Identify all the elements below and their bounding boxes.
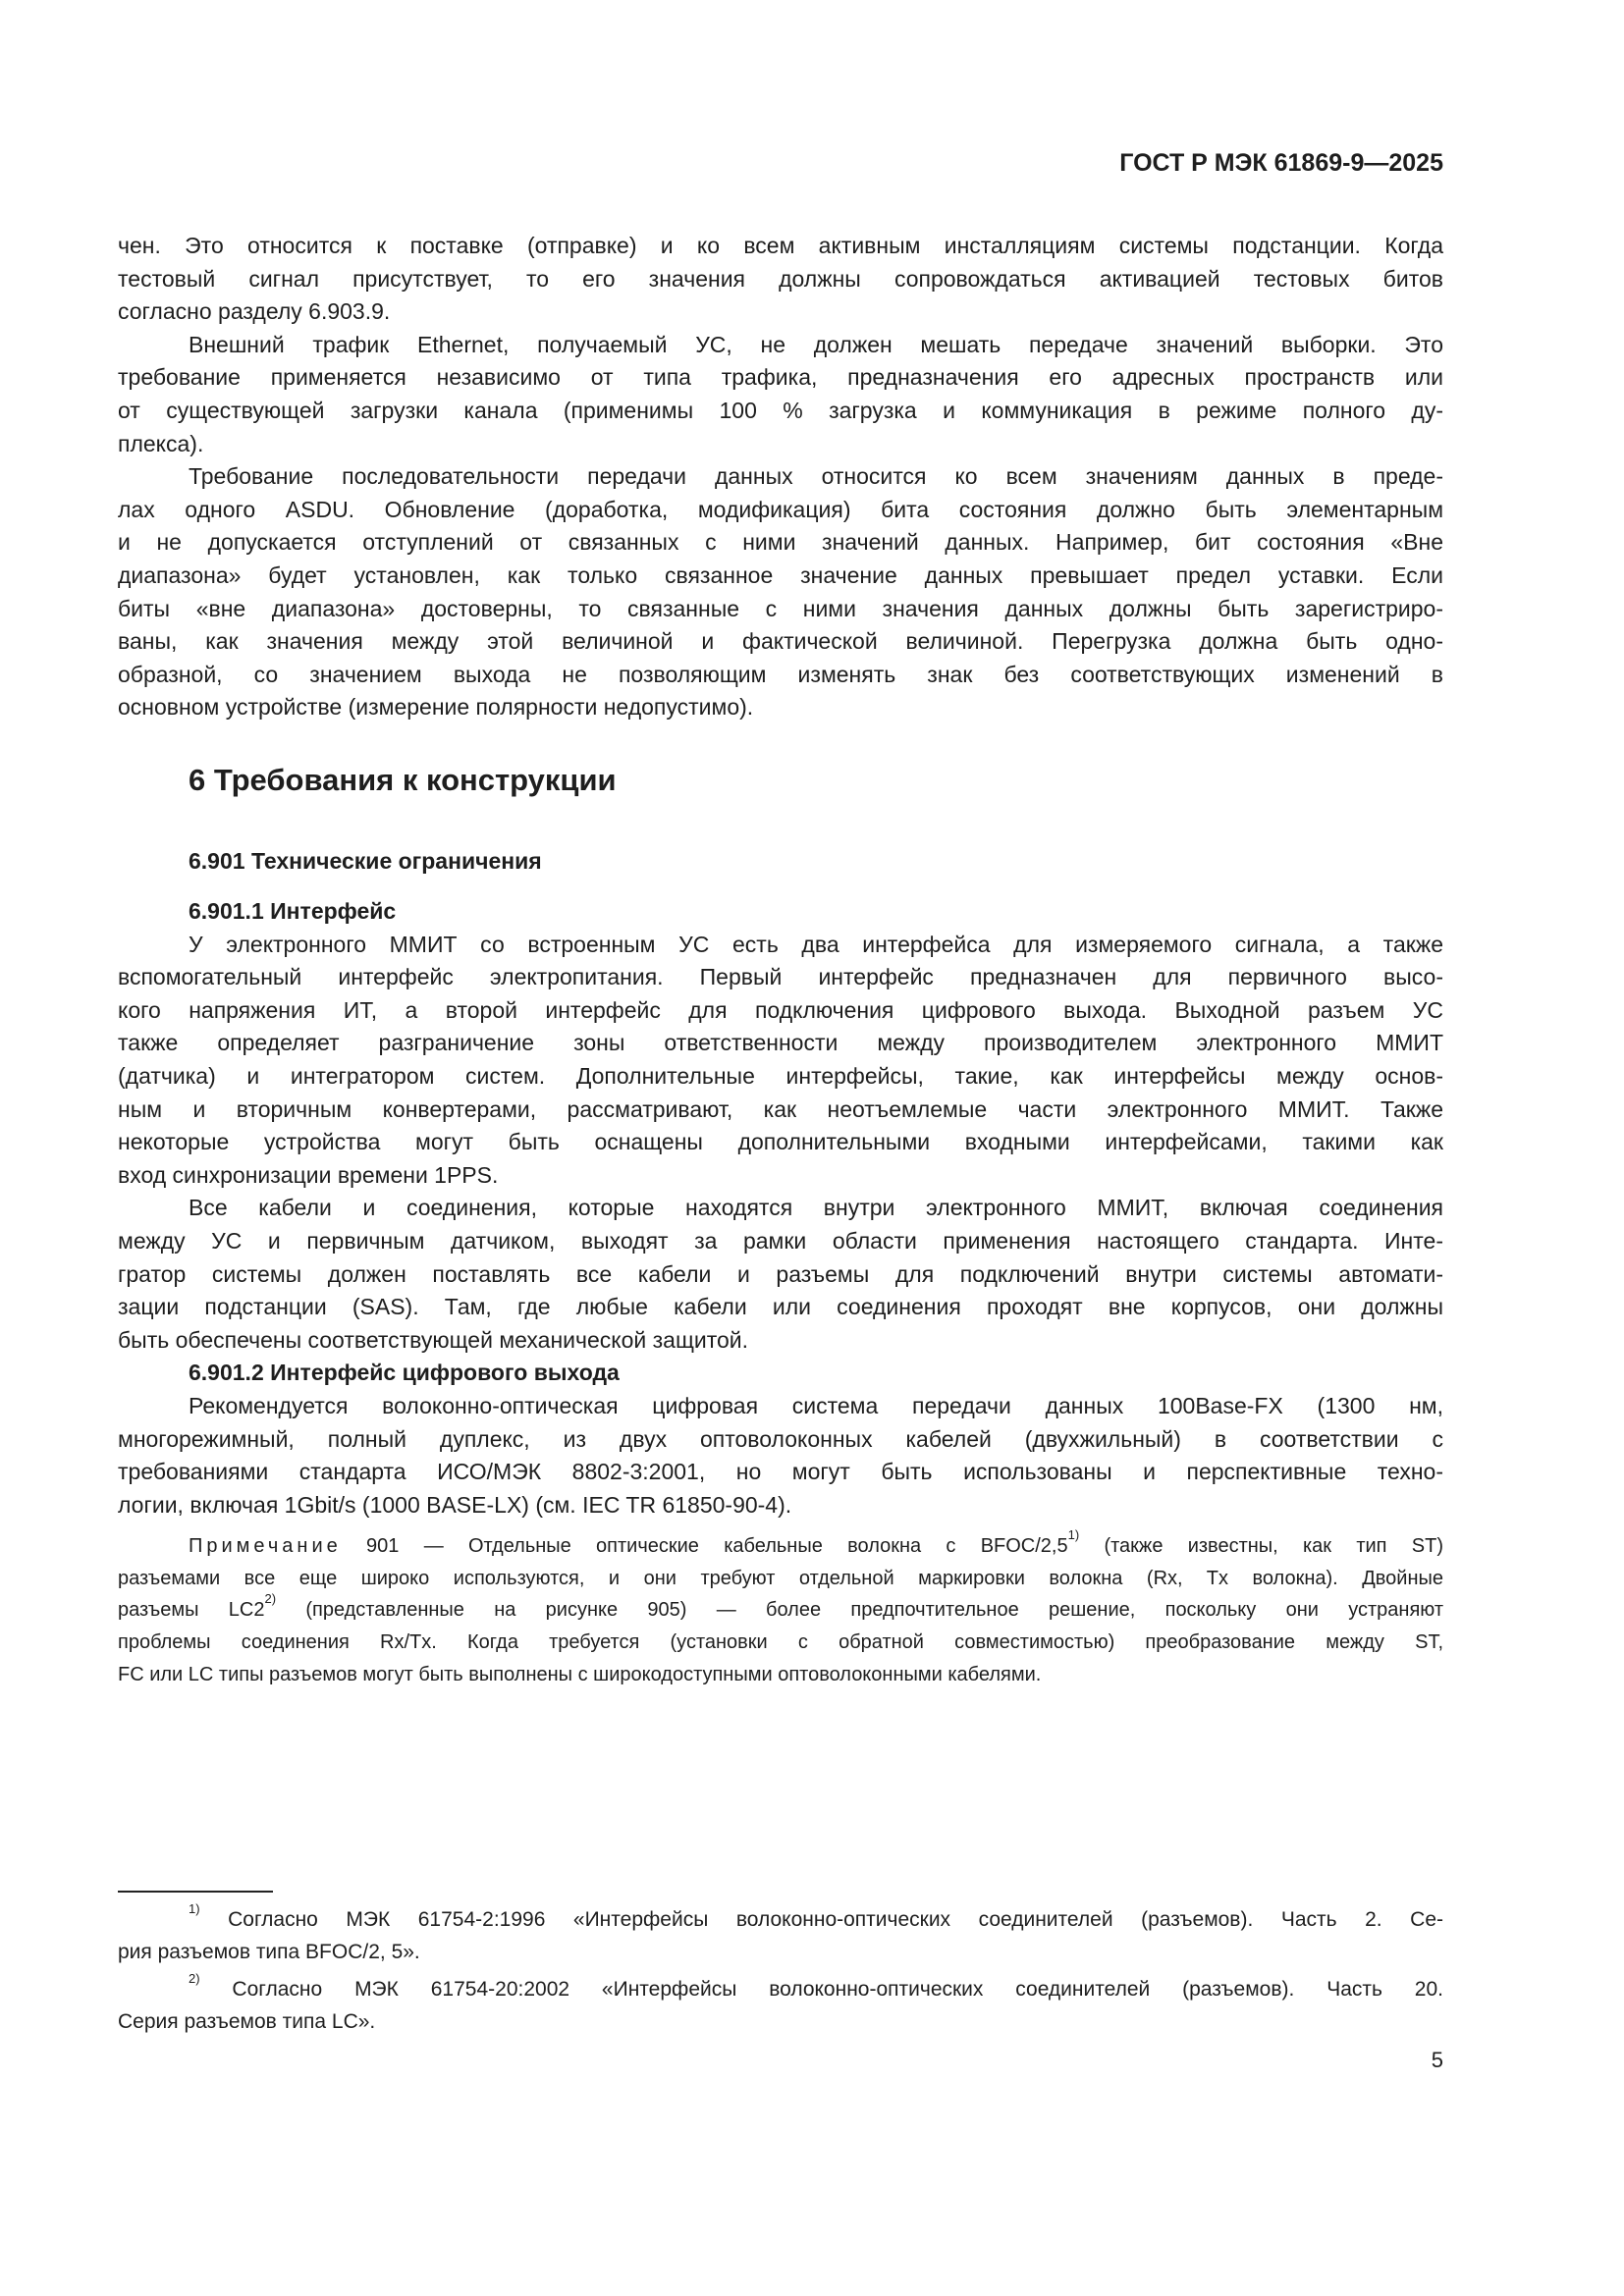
paragraph-line: многорежимный, полный дуплекс, из двух оптоволоконных кабелей (двухжильный) в соответствии с [118,1425,1443,1452]
footnote-ref-2: 2) [264,1591,277,1607]
paragraph-line: Внешний трафик Ethernet, получаемый УС, не должен мешать передаче значений выборки. Это [189,331,1443,357]
paragraph-line: и не допускается отступлений от связанных с ними значений данных. Например, бит состояния «Вне [118,529,1443,556]
footnote-2 [118,1971,1443,2006]
paragraph-line: вспомогательный интерфейс электропитания. Первый интерфейс предназначен для первичного высо- [118,964,1443,990]
paragraph-line: биты «вне диапазона» достоверны, то связанные с ними значения данных должны быть зарегистриро- [118,595,1443,621]
subsection-heading-6-901: 6.901 Технические ограничения [189,848,542,874]
paragraph-line: плекса). [118,430,204,456]
paragraph-line: чен. Это относится к поставке (отправке) и ко всем активным инсталляциям системы подстанции. Когда [118,233,1443,258]
footnote-mark: 1) [189,1901,200,1916]
footnote-2-cont: Серия разъемов типа LC». [118,2009,376,2033]
note-line: FC или LC типы разъемов могут быть выполнены с широкодоступными оптоволоконными кабелями. [118,1663,1042,1685]
subsection-6-901-1-body [118,929,1443,1358]
paragraph-line: У электронного ММИТ со встроенным УС есть два интерфейса для измеряемого сигнала, а также [189,931,1443,957]
subsection-6-901-2-body [118,1390,1443,1522]
paragraph-line: Требование последовательности передачи данных относится ко всем значениям данных в преде- [189,463,1443,490]
paragraph-line: образной, со значением выхода не позволяющим изменять знак без соответствующих изменений в [118,661,1443,687]
paragraph-line: тестовый сигнал присутствует, то его значения должны сопровождаться активацией тестовых битов [118,265,1443,292]
note-line [118,1591,1443,1627]
note-line: разъемами все еще широко используются, и они требуют отдельной маркировки волокна (Rx, Tx волокна). Двойные [118,1567,1443,1589]
paragraph-line: диапазона» будет установлен, как только связанное значение данных превышает предел уставки. Если [118,561,1443,588]
note-line: проблемы соединения Rx/Tx. Когда требуется (установки с обратной совместимостью) преобразование между ST, [118,1631,1443,1654]
paragraph-line: гратор системы должен поставлять все кабели и разъемы для подключений внутри системы автомати- [118,1260,1443,1287]
paragraph-line: (датчика) и интегратором систем. Дополнительные интерфейсы, такие, как интерфейсы между основ- [118,1062,1443,1089]
paragraph-line: от существующей загрузки канала (применимы 100 % загрузка и коммуникация в режиме полного ду- [118,397,1443,423]
footnote-mark: 2) [189,1971,200,1986]
footnote-text: Согласно МЭК 61754-2:1996 «Интерфейсы волоконно-оптических соединителей (разъемов). Часть 2. Се- [199,1908,1443,1931]
footnote-ref-1: 1) [1067,1527,1080,1542]
note-text: разъемы LC2 [118,1599,265,1622]
page-number: 5 [1431,2048,1443,2072]
document-designation: ГОСТ Р МЭК 61869-9—2025 [1119,149,1443,177]
paragraph-line: некоторые устройства могут быть оснащены дополнительными входными интерфейсами, такими как [118,1129,1443,1155]
paragraph-line: Все кабели и соединения, которые находятся внутри электронного ММИТ, включая соединения [189,1195,1443,1221]
paragraph-line: Рекомендуется волоконно-оптическая цифровая система передачи данных 100Base-FX (1300 нм, [189,1392,1443,1418]
paragraph-line: ным и вторичным конвертерами, рассматривают, как неотъемлемые части электронного ММИТ. Также [118,1095,1443,1122]
note-text: 901 — Отдельные оптические кабельные волокна с BFOC/2,5 [341,1535,1068,1557]
subsection-heading-6-901-1: 6.901.1 Интерфейс [189,898,397,924]
subsection-heading-6-901-2: 6.901.2 Интерфейс цифрового выхода [189,1360,620,1386]
footnote-1 [118,1901,1443,1937]
paragraph-line: требование применяется независимо от типа трафика, предназначения его адресных пространств или [118,364,1443,391]
paragraph-line: между УС и первичным датчиком, выходят за рамки области применения настоящего стандарта. Инте- [118,1227,1443,1254]
subsection-6-901-1 [118,895,1443,1522]
paragraph-line: лах одного ASDU. Обновление (доработка, модификация) бита состояния должно быть элементарным [118,496,1443,522]
paragraph-line: кого напряжения ИТ, а второй интерфейс для подключения цифрового выхода. Выходной разъем УС [118,996,1443,1023]
note-text: (также известны, как тип ST) [1079,1535,1443,1557]
note-label: Примечание [189,1535,342,1557]
paragraph-line: согласно разделу 6.903.9. [118,298,391,325]
section-heading: 6 Требования к конструкции [189,763,617,797]
paragraph-line: ваны, как значения между этой величиной и фактической величиной. Перегрузка должна быть одно- [118,628,1443,655]
footnotes [118,1901,1443,2038]
note-901 [118,1527,1443,1690]
footnote-text: Согласно МЭК 61754-20:2002 «Интерфейсы волоконно-оптических соединителей (разъемов). Часть 20. [199,1978,1443,2001]
paragraph-line: вход синхронизации времени 1PPS. [118,1161,499,1188]
intro-text [118,230,1443,724]
footnote-1-cont: рия разъемов типа BFOC/2, 5». [118,1940,420,1963]
paragraph-line: логии, включая 1Gbit/s (1000 BASE-LX) (см. IEC TR 61850-90-4). [118,1491,792,1518]
paragraph-line: зации подстанции (SAS). Там, где любые кабели или соединения проходят вне корпусов, они должны [118,1294,1443,1320]
paragraph-line: также определяет разграничение зоны ответственности между производителем электронного ММИТ [118,1030,1443,1056]
paragraph-line: основном устройстве (измерение полярности недопустимо). [118,694,754,721]
footnote-separator [118,1891,273,1893]
note-line [118,1527,1443,1563]
note-text: (представленные на рисунке 905) — более предпочтительное решение, поскольку они устраняют [276,1599,1443,1622]
paragraph-line: требованиями стандарта ИСО/МЭК 8802-3:2001, но могут быть использованы и перспективные техно- [118,1459,1443,1485]
paragraph-line: быть обеспечены соответствующей механической защитой. [118,1326,749,1353]
